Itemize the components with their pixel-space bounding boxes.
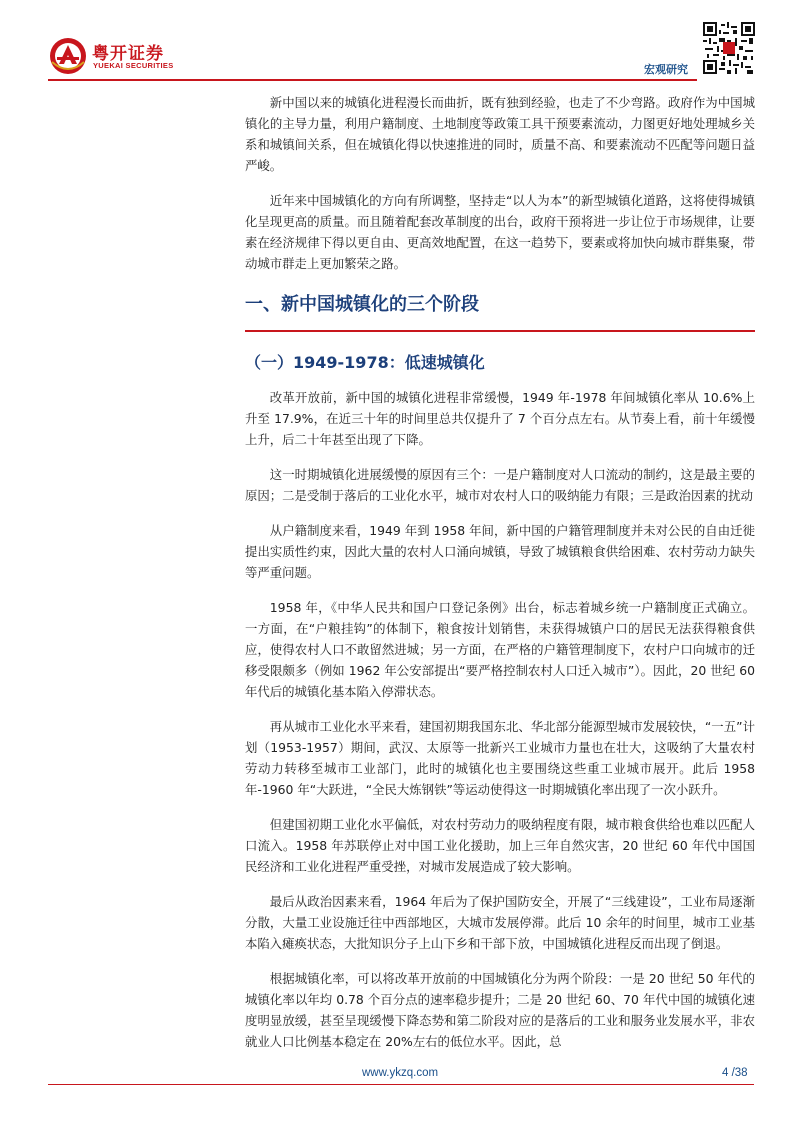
body-paragraph: 1958 年，《中华人民共和国户口登记条例》出台，标志着城乡统一户籍制度正式确立。一方面，在“户粮挂钩”的体制下，粮食按计划销售，未获得城镇户口的居民无法获得粮食供应，使得农村人口不敢留然进城；另一方面，在严格的户籍管理制度下，农村户口向城市的迁移受限颇多（例如 1962 年公安部提出“要严格控制农村人口迁入城市”）。因此，20 世纪 60 年代后的城镇化基本陷入停滞状态。 (245, 600, 755, 699)
company-logo (48, 36, 198, 76)
qr-code-icon (703, 22, 755, 74)
body-paragraph: 改革开放前，新中国的城镇化进程非常缓慢，1949 年-1978 年间城镇化率从 10.6%上升至 17.9%，在近三十年的时间里总共仅提升了 7 个百分点左右。从节奏上看，前十年缓慢上升，后二十年甚至出现了下降。 (245, 390, 755, 447)
page-number: 4 /38 (722, 1067, 748, 1079)
header-divider (48, 79, 697, 81)
footer-divider (48, 1084, 754, 1085)
report-body (245, 92, 755, 1066)
brand-name-en: YUEKAI SECURITIES (93, 61, 174, 70)
body-paragraph: 这一时期城镇化进展缓慢的原因有三个：一是户籍制度对人口流动的制约，这是最主要的原因；二是受制于落后的工业化水平，城市对农村人口的吸纳能力有限；三是政治因素的扰动 (245, 467, 755, 503)
website-link[interactable]: www.ykzq.com (362, 1067, 439, 1079)
body-paragraph: 再从城市工业化水平来看，建国初期我国东北、华北部分能源型城市发展较快，“一五”计划（1953-1957）期间，武汉、太原等一批新兴工业城市力量也在壮大，这吸纳了大量农村劳动力转移至城市工业部门，此时的城镇化也主要围绕这些重工业城市展开。此后 1958 年-1960 年“大跃进，“全民大炼钢铁”等运动使得这一时期城镇化率出现了一次小跃升。 (245, 719, 755, 797)
body-paragraph: 根据城镇化率，可以将改革开放前的中国城镇化分为两个阶段：一是 20 世纪 50 年代的城镇化率以年均 0.78 个百分点的速率稳步提升；二是 20 世纪 60、70 年代中国的城镇化速度明显放缓，甚至呈现缓慢下降态势和第二阶段对应的是落后的工业和服务业发展水平，非农就业人口比例基本稳定在 20%左右的低位水平。因此，总 (245, 971, 755, 1049)
body-paragraph: 最后从政治因素来看，1964 年后为了保护国防安全，开展了“三线建设”，工业布局逐渐分散，大量工业设施迁往中西部地区，大城市发展停滞。此后 10 余年的时间里，城市工业基本陷入瘫痪状态，大批知识分子上山下乡和干部下放，中国城镇化进程反而出现了倒退。 (245, 894, 755, 951)
intro-paragraph: 新中国以来的城镇化进程漫长而曲折，既有独到经验，也走了不少弯路。政府作为中国城镇化的主导力量，利用户籍制度、土地制度等政策工具干预要素流动，力图更好地处理城乡关系和城镇间关系，但在城镇化得以快速推进的同时，质量不高、和要素流动不匹配等问题日益严峻。 (245, 95, 755, 173)
yuekai-logo-icon (48, 36, 88, 76)
report-type-label: 宏观研究 (644, 63, 688, 76)
body-paragraph: 但建国初期工业化水平偏低，对农村劳动力的吸纳程度有限，城市粮食供给也难以匹配人口流入。1958 年苏联停止对中国工业化援助，加上三年自然灾害，20 世纪 60 年代中国国民经济和工业化进程严重受挫，对城市发展造成了较大影响。 (245, 817, 755, 874)
body-paragraph: 从户籍制度来看，1949 年到 1958 年间，新中国的户籍管理制度并未对公民的自由迁徙提出实质性约束，因此大量的农村人口涌向城镇，导致了城镇粮食供给困难、农村劳动力缺失等严重问题。 (245, 523, 755, 580)
intro-paragraph: 近年来中国城镇化的方向有所调整，坚持走“以人为本”的新型城镇化道路，这将使得城镇化呈现更高的质量。而且随着配套改革制度的出台，政府干预将进一步让位于市场规律，让要素在经济规律下得以更自由、更高效地配置，在这一趋势下，要素或将加快向城市群集聚，带动城市群走上更加繁荣之路。 (245, 193, 755, 271)
subsection-heading: （一）1949-1978：低速城镇化 (245, 353, 485, 372)
section-heading: 一、新中国城镇化的三个阶段 (245, 290, 755, 332)
brand-name-cn: 粤开证券 (92, 44, 164, 64)
